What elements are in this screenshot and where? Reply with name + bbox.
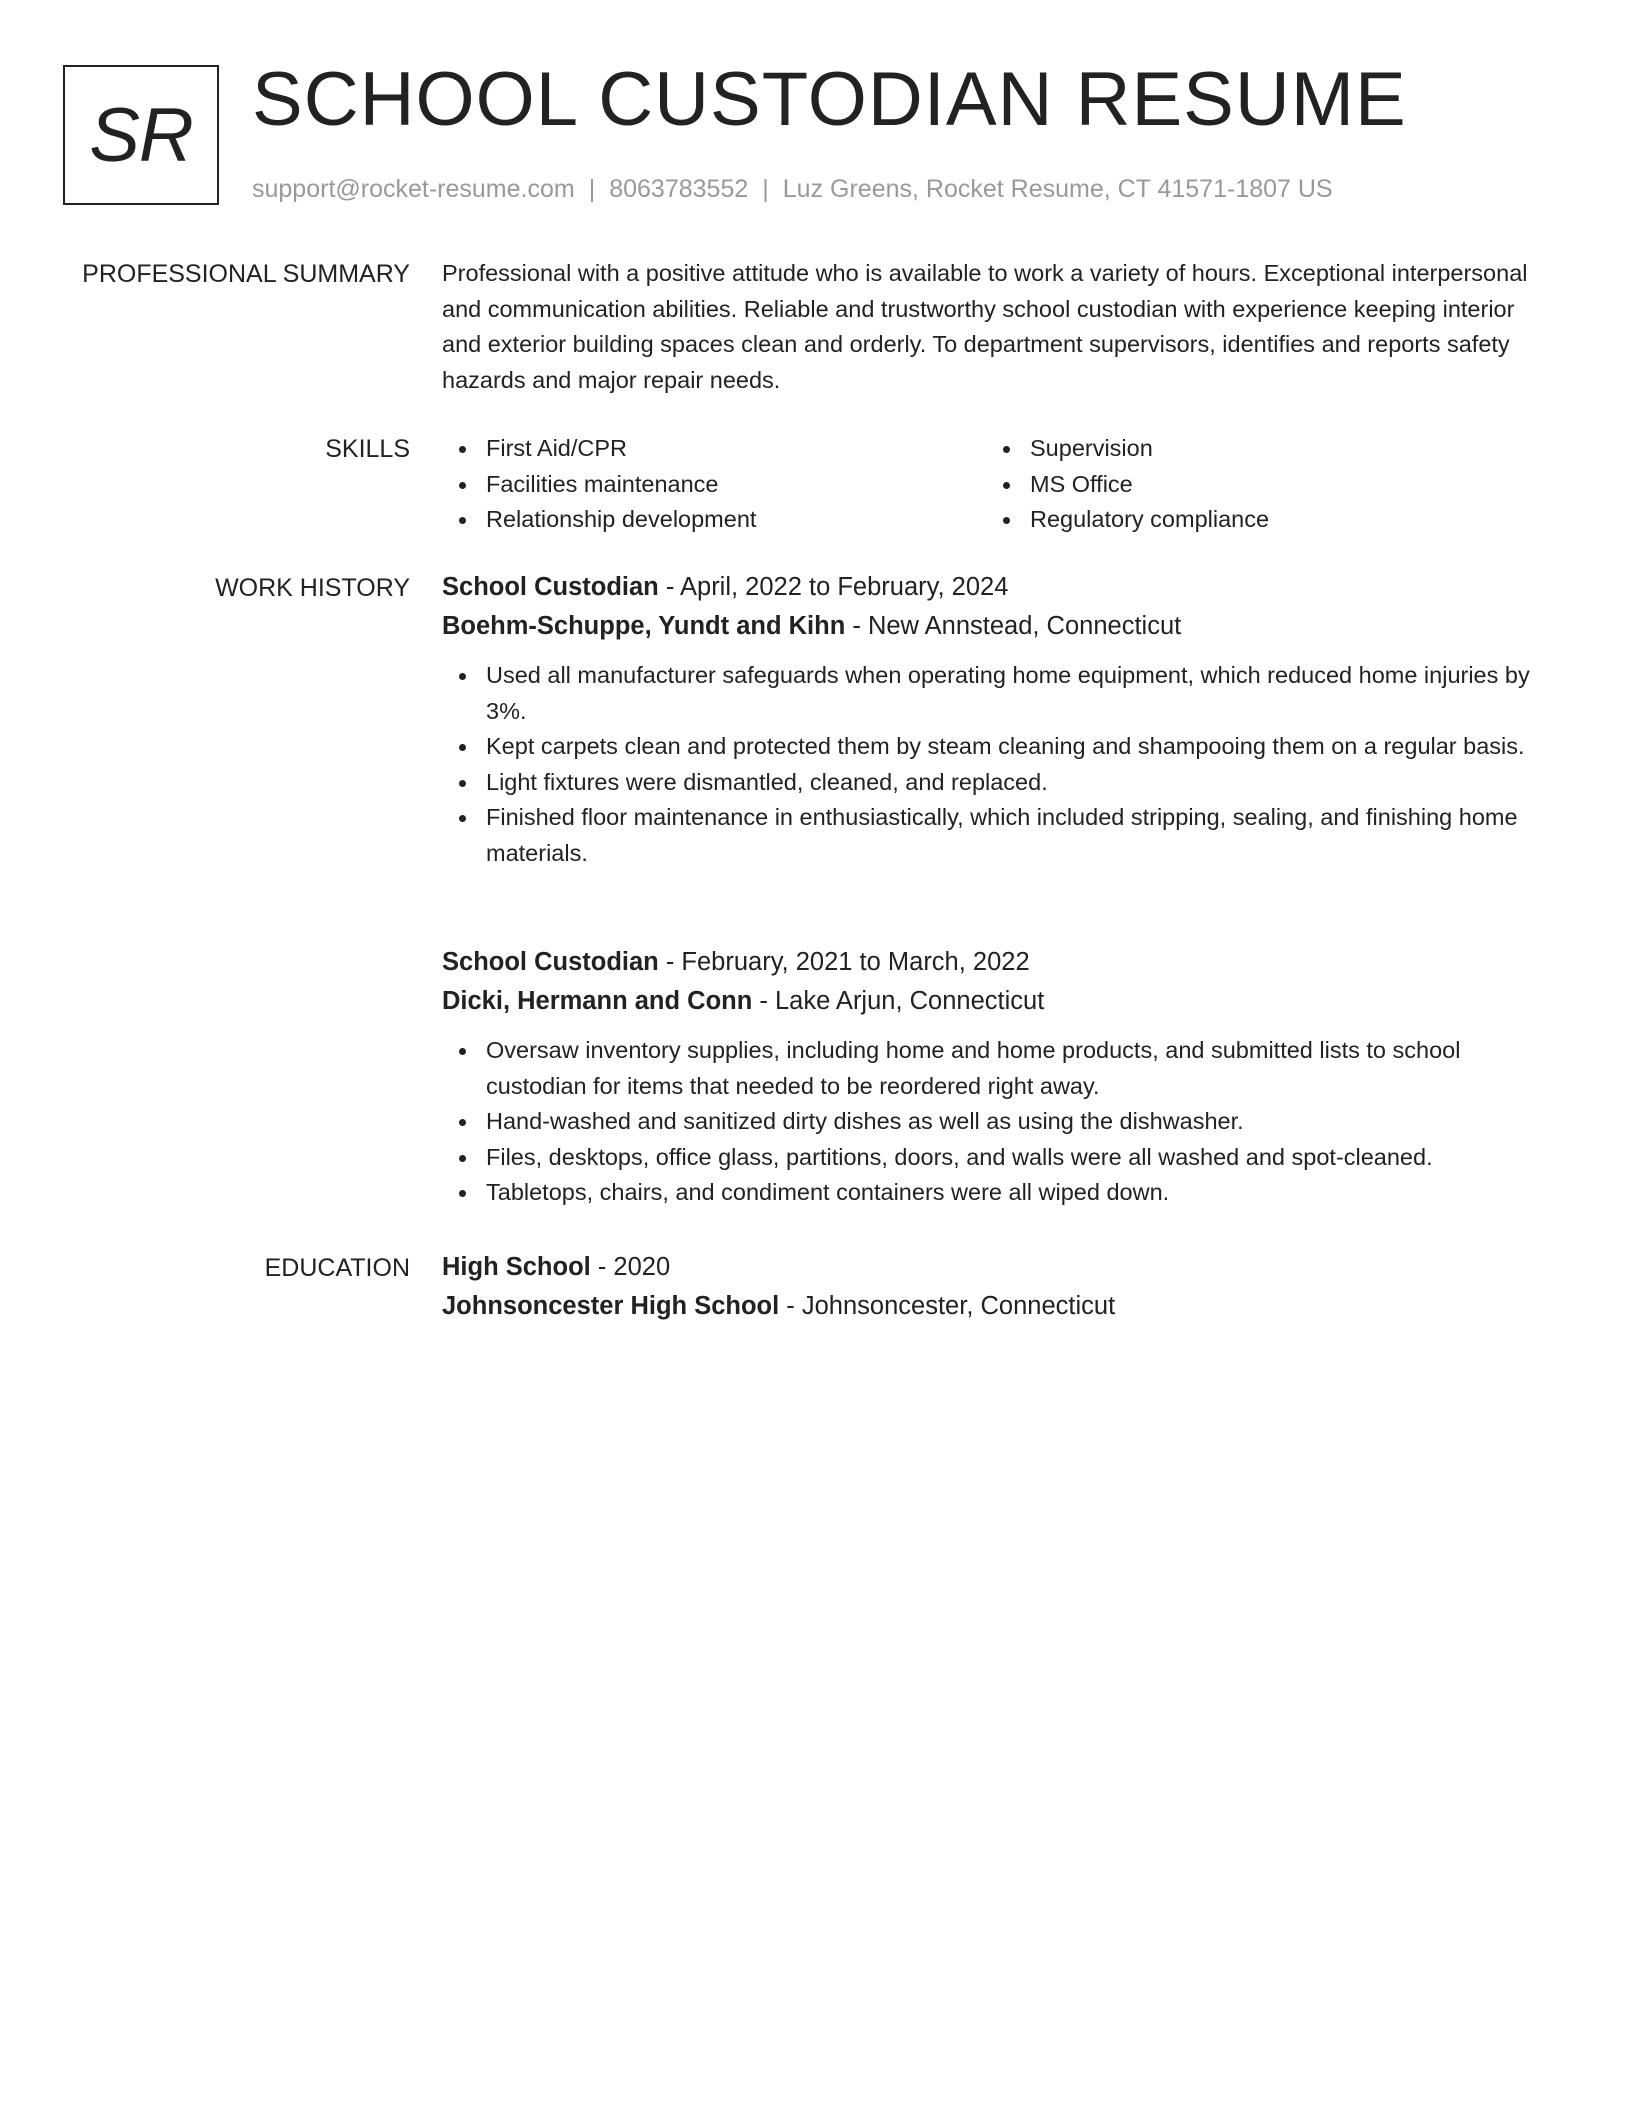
job-employer: Dicki, Hermann and Conn: [442, 987, 753, 1015]
job-title-line: [442, 943, 1552, 982]
work-history-body: [442, 572, 1552, 1205]
contact-email: support@rocket-resume.com: [252, 175, 575, 203]
education-entry: [442, 1248, 1552, 1326]
job-employer-line: [442, 982, 1552, 1021]
skill-item: MS Office: [1030, 467, 1530, 503]
skills-list-right: [986, 431, 1530, 538]
education-degree: High School: [442, 1253, 591, 1281]
job-bullet: Hand-washed and sanitized dirty dishes as well as using the dishwasher.: [486, 1104, 1552, 1140]
skill-item: Facilities maintenance: [486, 467, 986, 503]
education-school-line: [442, 1287, 1552, 1326]
job-dates: - April, 2022 to February, 2024: [658, 573, 1009, 601]
job-employer-line: [442, 607, 1552, 646]
summary-text: Professional with a positive attitude who is available to work a variety of hours. Exceptional interpersonal and communication abilities. Reliable and trustworthy school custodian with experience keeping interior and exterior building spaces clean and orderly. To department supervisors, identifies and reports safety hazards and major repair needs.: [442, 260, 1528, 393]
job-dates: - February, 2021 to March, 2022: [658, 948, 1030, 976]
job-bullet: Finished floor maintenance in enthusiastically, which included stripping, sealing, and finishing home materials.: [486, 800, 1552, 871]
monogram-initials: SR: [89, 93, 193, 178]
skills-list-left: [442, 431, 986, 538]
education-year: - 2020: [590, 1253, 671, 1281]
job-location: - New Annstead, Connecticut: [845, 612, 1182, 640]
contact-line: [252, 174, 1333, 204]
education-location: - Johnsoncester, Connecticut: [779, 1292, 1116, 1320]
skills-body: [442, 433, 1552, 540]
skills-columns: [442, 431, 1552, 538]
contact-separator: |: [588, 175, 596, 203]
skill-item: Supervision: [1030, 431, 1530, 467]
education-school: Johnsoncester High School: [442, 1292, 780, 1320]
job-entry: [442, 568, 1552, 871]
job-bullets: [442, 658, 1552, 871]
job-bullet: Light fixtures were dismantled, cleaned, and replaced.: [486, 765, 1552, 801]
section-label-summary: PROFESSIONAL SUMMARY: [82, 260, 410, 288]
job-title: School Custodian: [442, 573, 659, 601]
section-label-skills: SKILLS: [325, 435, 410, 463]
job-bullet: Used all manufacturer safeguards when operating home equipment, which reduced home injuries by 3%.: [486, 658, 1552, 729]
section-label-work-history: WORK HISTORY: [215, 574, 410, 602]
contact-separator: |: [762, 175, 769, 203]
education-body: [442, 1252, 1552, 1330]
job-bullet: Kept carpets clean and protected them by steam cleaning and shampooing them on a regular basis.: [486, 729, 1552, 765]
contact-address: Luz Greens, Rocket Resume, CT 41571-1807 US: [782, 175, 1333, 203]
section-label-education: EDUCATION: [264, 1254, 410, 1282]
skill-item: Relationship development: [486, 502, 986, 538]
job-bullets: [442, 1033, 1552, 1211]
job-location: - Lake Arjun, Connecticut: [752, 987, 1045, 1015]
job-title-line: [442, 568, 1552, 607]
job-entry: [442, 943, 1552, 1211]
contact-phone: 8063783552: [609, 175, 749, 203]
job-bullet: Files, desktops, office glass, partitions, doors, and walls were all washed and spot-cleaned.: [486, 1140, 1552, 1176]
resume-title: SCHOOL CUSTODIAN RESUME: [252, 57, 1407, 142]
job-title: School Custodian: [442, 948, 659, 976]
summary-body: [442, 258, 1552, 400]
job-bullet: Tabletops, chairs, and condiment containers were all wiped down.: [486, 1175, 1552, 1211]
skill-item: First Aid/CPR: [486, 431, 986, 467]
monogram-box: [63, 65, 219, 205]
skill-item: Regulatory compliance: [1030, 502, 1530, 538]
education-degree-line: [442, 1248, 1552, 1287]
job-employer: Boehm-Schuppe, Yundt and Kihn: [442, 612, 846, 640]
job-bullet: Oversaw inventory supplies, including home and home products, and submitted lists to school custodian for items that needed to be reordered right away.: [486, 1033, 1552, 1104]
